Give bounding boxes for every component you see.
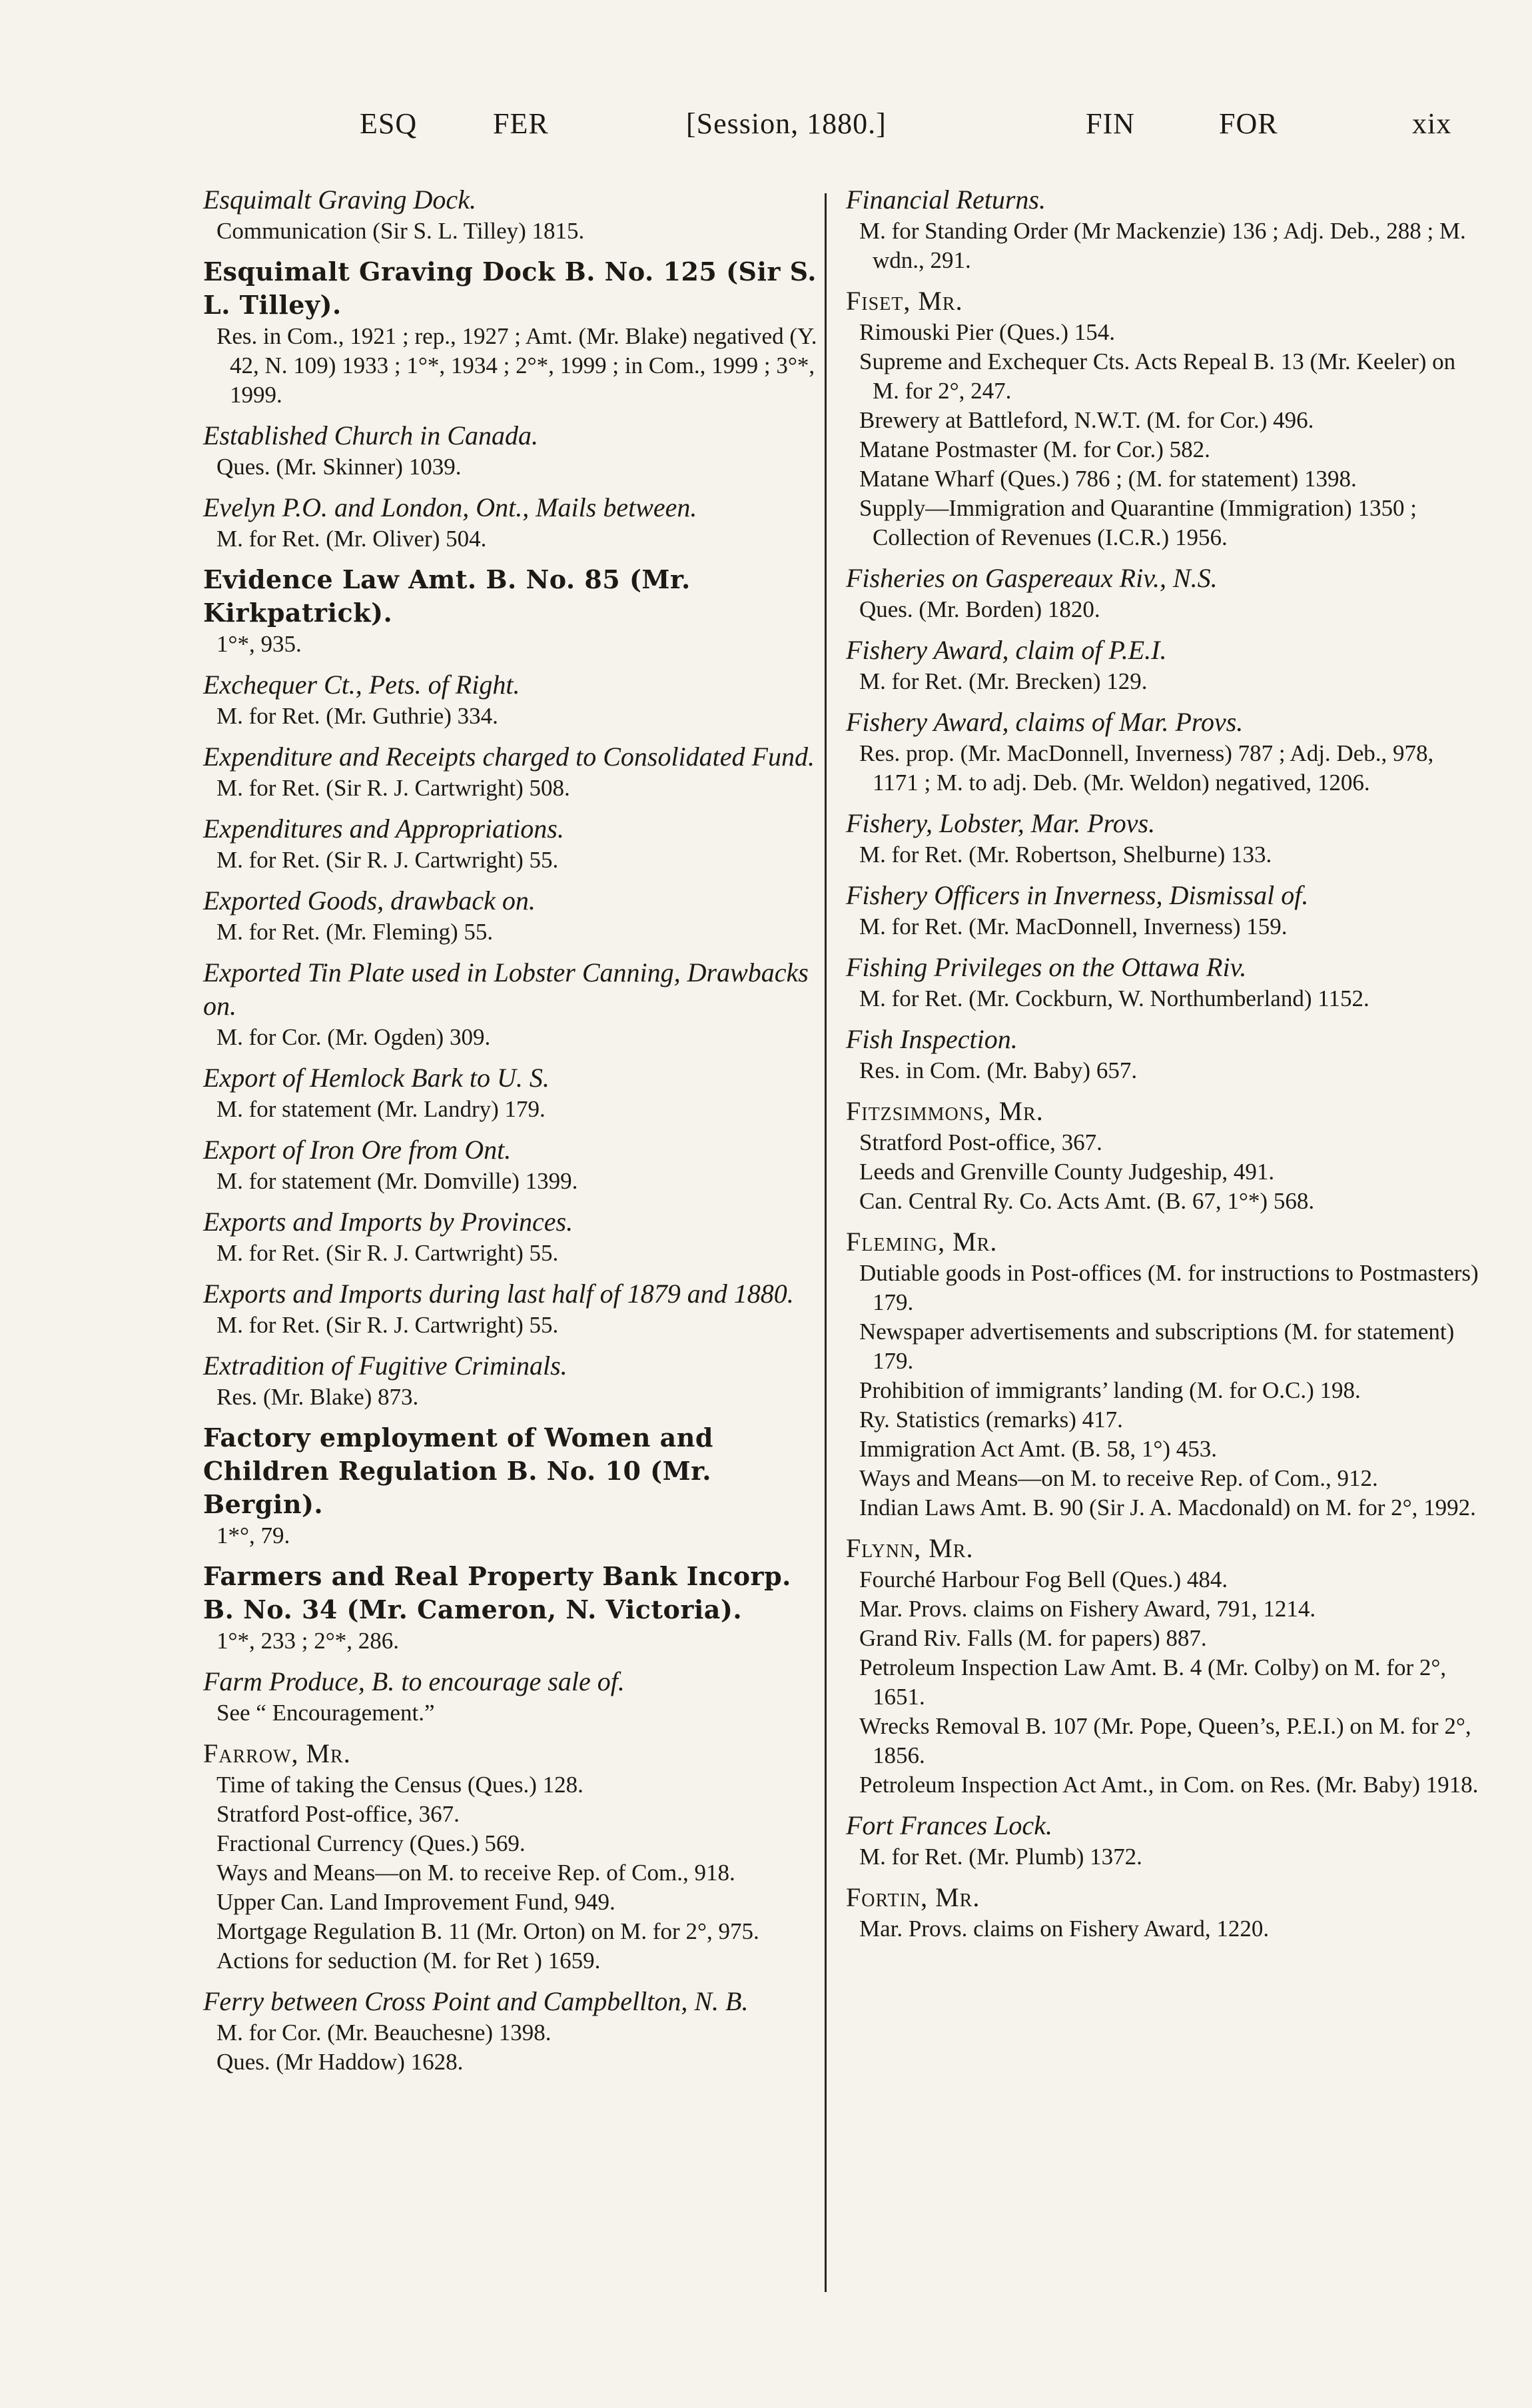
entry-heading: Ferry between Cross Point and Campbellton, N. B. xyxy=(203,1986,749,2016)
entry-heading: Esquimalt Graving Dock B. No. 125 (Sir S. L. Tilley). xyxy=(203,257,817,320)
entry-reference: Res. in Com. (Mr. Baby) 657. xyxy=(859,1057,1138,1083)
entry-heading: Export of Iron Ore from Ont. xyxy=(203,1135,512,1165)
entry-reference: Dutiable goods in Post-offices (M. for instructions to Postmasters) 179. xyxy=(859,1260,1479,1315)
entry-reference: Ques. (Mr. Borden) 1820. xyxy=(859,596,1100,622)
entry-reference: M. for statement (Mr. Landry) 179. xyxy=(216,1096,546,1122)
index-entry xyxy=(846,1095,1479,1216)
index-entry xyxy=(203,1061,829,1124)
entry-heading: Exports and Imports during last half of 1879 and 1880. xyxy=(203,1279,794,1309)
entry-heading: Fort Frances Lock. xyxy=(846,1810,1052,1840)
index-entry xyxy=(846,1023,1479,1085)
entry-reference: Grand Riv. Falls (M. for papers) 887. xyxy=(859,1625,1207,1651)
entry-reference: Mar. Provs. claims on Fishery Award, 1220. xyxy=(859,1916,1270,1942)
right-column xyxy=(846,183,1479,1953)
entry-heading: Fortin, Mr. xyxy=(846,1882,980,1912)
entry-heading: Fishery Officers in Inverness, Dismissal of. xyxy=(846,880,1309,910)
index-entry xyxy=(846,1881,1479,1944)
entry-reference: Res. in Com., 1921 ; rep., 1927 ; Amt. (Mr. Blake) negatived (Y. 42, N. 109) 1933 ; 1°*, 1934 ; 2°*, 1999 ; in Com., 1999 ; 3°*, 1999. xyxy=(216,323,817,408)
entry-reference: Supreme and Exchequer Cts. Acts Repeal B. 13 (Mr. Keeler) on M. for 2°, 247. xyxy=(859,348,1456,404)
index-entry xyxy=(203,668,829,731)
entry-reference: M. for Ret. (Mr. Oliver) 504. xyxy=(216,526,487,552)
entry-heading: Financial Returns. xyxy=(846,185,1046,215)
index-entry xyxy=(203,1665,829,1728)
index-entry xyxy=(203,1133,829,1196)
entry-reference: Communication (Sir S. L. Tilley) 1815. xyxy=(216,218,585,244)
entry-reference: Newspaper advertisements and subscriptions (M. for statement) 179. xyxy=(859,1319,1455,1374)
index-entry xyxy=(203,255,829,410)
entry-reference: Petroleum Inspection Act Amt., in Com. on Res. (Mr. Baby) 1918. xyxy=(859,1772,1479,1798)
entry-reference: M. for Ret. (Mr. Guthrie) 334. xyxy=(216,703,498,729)
entry-reference: Fourché Harbour Fog Bell (Ques.) 484. xyxy=(859,1566,1228,1592)
entry-heading: Flynn, Mr. xyxy=(846,1533,974,1563)
entry-heading: Fitzsimmons, Mr. xyxy=(846,1096,1044,1126)
index-entry xyxy=(846,1532,1479,1800)
entry-reference: Mortgage Regulation B. 11 (Mr. Orton) on M. for 2°, 975. xyxy=(216,1918,759,1944)
entry-reference: Res. (Mr. Blake) 873. xyxy=(216,1384,419,1410)
entry-heading: Fleming, Mr. xyxy=(846,1227,998,1257)
column-divider xyxy=(825,193,827,2292)
entry-reference: Indian Laws Amt. B. 90 (Sir J. A. Macdonald) on M. for 2°, 1992. xyxy=(859,1495,1476,1520)
entry-reference: Stratford Post-office, 367. xyxy=(216,1801,460,1827)
entry-reference: Time of taking the Census (Ques.) 128. xyxy=(216,1772,583,1798)
index-entry xyxy=(846,879,1479,941)
header-right-word-2: FOR xyxy=(1219,107,1278,140)
entry-reference: Leeds and Grenville County Judgeship, 491. xyxy=(859,1159,1275,1185)
entry-reference: Matane Wharf (Ques.) 786 ; (M. for statement) 1398. xyxy=(859,466,1357,492)
page-number: xix xyxy=(1412,107,1452,140)
entry-reference: Immigration Act Amt. (B. 58, 1°) 453. xyxy=(859,1436,1218,1462)
entry-heading: Fishing Privileges on the Ottawa Riv. xyxy=(846,952,1247,982)
entry-heading: Fish Inspection. xyxy=(846,1024,1018,1054)
index-entry xyxy=(846,562,1479,624)
index-entry xyxy=(203,563,829,659)
header-left-word-1: ESQ xyxy=(360,107,418,140)
entry-reference: Ques. (Mr Haddow) 1628. xyxy=(216,2049,464,2075)
entry-reference: Can. Central Ry. Co. Acts Amt. (B. 67, 1°*) 568. xyxy=(859,1188,1315,1214)
entry-heading: Export of Hemlock Bark to U. S. xyxy=(203,1063,550,1093)
running-header xyxy=(153,107,1472,153)
index-entry xyxy=(846,1225,1479,1522)
left-column xyxy=(203,183,829,2086)
entry-reference: M. for Ret. (Mr. Cockburn, W. Northumberland) 1152. xyxy=(859,985,1369,1011)
entry-reference: Actions for seduction (M. for Ret ) 1659. xyxy=(216,1948,601,1974)
index-entry xyxy=(203,1277,829,1340)
entry-heading: Fishery Award, claim of P.E.I. xyxy=(846,635,1167,665)
entry-heading: Exported Goods, drawback on. xyxy=(203,886,536,915)
entry-heading: Fishery, Lobster, Mar. Provs. xyxy=(846,808,1156,838)
entry-reference: Wrecks Removal B. 107 (Mr. Pope, Queen’s, P.E.I.) on M. for 2°, 1856. xyxy=(859,1713,1471,1768)
entry-reference: M. for Standing Order (Mr Mackenzie) 136 ; Adj. Deb., 288 ; M. wdn., 291. xyxy=(859,218,1466,273)
entry-heading: Expenditures and Appropriations. xyxy=(203,814,564,844)
index-entry xyxy=(203,1205,829,1268)
index-entry xyxy=(203,183,829,246)
index-entry xyxy=(203,956,829,1052)
entry-reference: 1°*, 233 ; 2°*, 286. xyxy=(216,1628,399,1654)
index-entry xyxy=(846,1809,1479,1872)
entry-reference: Rimouski Pier (Ques.) 154. xyxy=(859,319,1116,345)
entry-reference: Upper Can. Land Improvement Fund, 949. xyxy=(216,1889,615,1915)
entry-heading: Fisheries on Gaspereaux Riv., N.S. xyxy=(846,563,1218,593)
entry-reference: Petroleum Inspection Law Amt. B. 4 (Mr. Colby) on M. for 2°, 1651. xyxy=(859,1654,1447,1710)
index-entry xyxy=(846,634,1479,696)
index-entry xyxy=(203,812,829,875)
entry-heading: Exported Tin Plate used in Lobster Canning, Drawbacks on. xyxy=(203,957,809,1021)
entry-reference: Matane Postmaster (M. for Cor.) 582. xyxy=(859,436,1210,462)
entry-heading: Established Church in Canada. xyxy=(203,420,538,450)
index-entry xyxy=(203,1560,829,1656)
index-entry xyxy=(846,183,1479,275)
entry-heading: Fishery Award, claims of Mar. Provs. xyxy=(846,707,1244,737)
entry-heading: Farrow, Mr. xyxy=(203,1738,351,1768)
entry-reference: See “ Encouragement.” xyxy=(216,1700,435,1726)
entry-reference: Prohibition of immigrants’ landing (M. for O.C.) 198. xyxy=(859,1377,1361,1403)
index-entry xyxy=(203,1985,829,2077)
index-entry xyxy=(203,1737,829,1976)
index-entry xyxy=(846,706,1479,798)
entry-reference: Fractional Currency (Ques.) 569. xyxy=(216,1830,526,1856)
index-entry xyxy=(203,419,829,482)
entry-reference: Brewery at Battleford, N.W.T. (M. for Cor.) 496. xyxy=(859,407,1314,433)
entry-reference: M. for Cor. (Mr. Beauchesne) 1398. xyxy=(216,2020,552,2046)
entry-reference: M. for Ret. (Mr. Brecken) 129. xyxy=(859,668,1148,694)
entry-heading: Evidence Law Amt. B. No. 85 (Mr. Kirkpatrick). xyxy=(203,564,691,628)
entry-reference: 1°*, 935. xyxy=(216,631,302,657)
entry-heading: Exchequer Ct., Pets. of Right. xyxy=(203,670,520,700)
entry-heading: Exports and Imports by Provinces. xyxy=(203,1207,574,1237)
entry-reference: M. for Ret. (Mr. Plumb) 1372. xyxy=(859,1844,1142,1870)
entry-reference: M. for Ret. (Mr. Robertson, Shelburne) 133. xyxy=(859,842,1272,868)
entry-reference: Ways and Means—on M. to receive Rep. of Com., 912. xyxy=(859,1465,1378,1491)
index-entry xyxy=(203,491,829,554)
index-entry xyxy=(846,285,1479,552)
entry-heading: Expenditure and Receipts charged to Consolidated Fund. xyxy=(203,742,815,772)
entry-reference: M. for Ret. (Sir R. J. Cartwright) 55. xyxy=(216,847,559,873)
entry-reference: M. for Ret. (Sir R. J. Cartwright) 55. xyxy=(216,1240,559,1266)
header-left-word-2: FER xyxy=(493,107,549,140)
entry-reference: M. for Ret. (Mr. Fleming) 55. xyxy=(216,919,494,945)
index-entry xyxy=(203,1349,829,1412)
entry-heading: Esquimalt Graving Dock. xyxy=(203,185,476,215)
entry-reference: M. for Ret. (Sir R. J. Cartwright) 55. xyxy=(216,1312,559,1338)
entry-reference: Ry. Statistics (remarks) 417. xyxy=(859,1407,1123,1433)
header-right-word-1: FIN xyxy=(1086,107,1135,140)
entry-reference: M. for statement (Mr. Domville) 1399. xyxy=(216,1168,578,1194)
header-session: [Session, 1880.] xyxy=(686,107,887,140)
entry-reference: Ways and Means—on M. to receive Rep. of Com., 918. xyxy=(216,1860,735,1886)
index-entry xyxy=(203,1421,829,1550)
entry-heading: Farmers and Real Property Bank Incorp. B. No. 34 (Mr. Cameron, N. Victoria). xyxy=(203,1561,791,1624)
index-entry xyxy=(846,807,1479,870)
entry-heading: Extradition of Fugitive Criminals. xyxy=(203,1351,568,1381)
entry-heading: Farm Produce, B. to encourage sale of. xyxy=(203,1666,625,1696)
entry-reference: Res. prop. (Mr. MacDonnell, Inverness) 787 ; Adj. Deb., 978, 1171 ; M. to adj. Deb. (Mr. Weldon) negatived, 1206. xyxy=(859,740,1434,796)
entry-reference: M. for Ret. (Sir R. J. Cartwright) 508. xyxy=(216,775,570,801)
entry-heading: Evelyn P.O. and London, Ont., Mails between. xyxy=(203,492,697,522)
index-entry xyxy=(203,884,829,947)
entry-reference: 1*°, 79. xyxy=(216,1522,290,1548)
index-entry xyxy=(846,951,1479,1013)
entry-reference: M. for Ret. (Mr. MacDonnell, Inverness) 159. xyxy=(859,913,1288,939)
entry-heading: Factory employment of Women and Children Regulation B. No. 10 (Mr. Bergin). xyxy=(203,1423,713,1519)
index-entry xyxy=(203,740,829,803)
entry-heading: Fiset, Mr. xyxy=(846,286,963,316)
entry-reference: Supply—Immigration and Quarantine (Immigration) 1350 ; Collection of Revenues (I.C.R.) 1956. xyxy=(859,495,1417,550)
entry-reference: Ques. (Mr. Skinner) 1039. xyxy=(216,454,462,480)
entry-reference: Mar. Provs. claims on Fishery Award, 791, 1214. xyxy=(859,1596,1316,1622)
entry-reference: M. for Cor. (Mr. Ogden) 309. xyxy=(216,1024,491,1050)
entry-reference: Stratford Post-office, 367. xyxy=(859,1129,1102,1155)
